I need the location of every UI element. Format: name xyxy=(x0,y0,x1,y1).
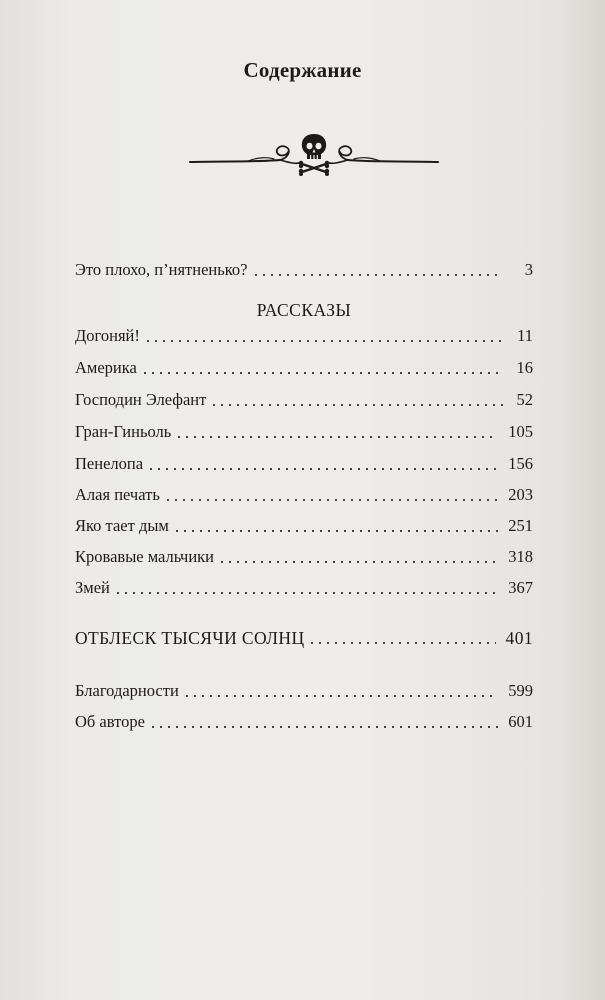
toc-page-number: 401 xyxy=(505,628,533,648)
toc-entry-story[interactable] xyxy=(75,516,533,540)
toc-entry-story[interactable] xyxy=(75,578,533,602)
leader-dots xyxy=(308,641,495,645)
leader-dots xyxy=(173,529,498,533)
leader-dots xyxy=(164,498,498,502)
toc-page-number: 3 xyxy=(524,260,533,279)
toc-page-number: 105 xyxy=(508,422,533,441)
leader-dots xyxy=(218,560,498,564)
toc-entry-story[interactable] xyxy=(75,547,533,571)
leader-dots xyxy=(175,435,498,439)
toc-page-number: 318 xyxy=(508,547,533,566)
leader-dots xyxy=(183,694,498,698)
toc-entry-label: Догоняй! xyxy=(75,326,140,345)
toc-page-number: 601 xyxy=(508,712,533,731)
toc-entry-novel[interactable] xyxy=(75,628,533,652)
toc-entry-story[interactable] xyxy=(75,326,533,350)
toc-entry-label: Америка xyxy=(75,358,137,377)
leader-dots xyxy=(147,467,498,471)
toc-page-number: 52 xyxy=(516,390,533,409)
toc-entry-story[interactable] xyxy=(75,390,533,414)
toc-page-number: 599 xyxy=(508,681,533,700)
toc-entry-label: Кровавые мальчики xyxy=(75,547,215,566)
leader-dots xyxy=(144,339,503,343)
leader-dots xyxy=(141,371,503,375)
toc-page-number: 11 xyxy=(517,326,533,345)
toc-entry-label: Яко тает дым xyxy=(75,516,169,535)
toc-entry-about-author[interactable] xyxy=(75,712,533,736)
toc-entry-label: Это плохо, п’нятненько? xyxy=(75,260,248,279)
toc-entry-label: Об авторе xyxy=(75,712,145,731)
toc-page-number: 251 xyxy=(508,516,533,535)
toc-entry-story[interactable] xyxy=(75,422,533,446)
toc-entry-story[interactable] xyxy=(75,485,533,509)
toc-page-number: 367 xyxy=(508,578,533,597)
toc-entry-label: Гран-Гиньоль xyxy=(75,422,172,441)
toc-page-number: 16 xyxy=(516,358,533,377)
toc-page-number: 156 xyxy=(508,454,533,473)
toc-entry-acknowledgements[interactable] xyxy=(75,681,533,705)
leader-dots xyxy=(252,273,503,277)
toc-entry-story[interactable] xyxy=(75,358,533,382)
toc-entry-label: Пенелопа xyxy=(75,454,144,473)
table-of-contents xyxy=(75,0,533,1000)
leader-dots xyxy=(210,403,503,407)
toc-entry-label: Алая печать xyxy=(75,485,160,504)
leader-dots xyxy=(149,725,498,729)
section-heading-stories: РАССКАЗЫ xyxy=(256,300,352,320)
toc-entry-intro[interactable] xyxy=(75,260,533,284)
page-title: Содержание xyxy=(243,58,362,82)
toc-page-number: 203 xyxy=(508,485,533,504)
toc-entry-label: Змей xyxy=(75,578,110,597)
toc-entry-story[interactable] xyxy=(75,454,533,478)
toc-entry-label: Господин Элефант xyxy=(75,390,207,409)
leader-dots xyxy=(114,591,498,595)
toc-entry-label: ОТБЛЕСК ТЫСЯЧИ СОЛНЦ xyxy=(75,628,305,648)
toc-entry-label: Благодарности xyxy=(75,681,179,700)
